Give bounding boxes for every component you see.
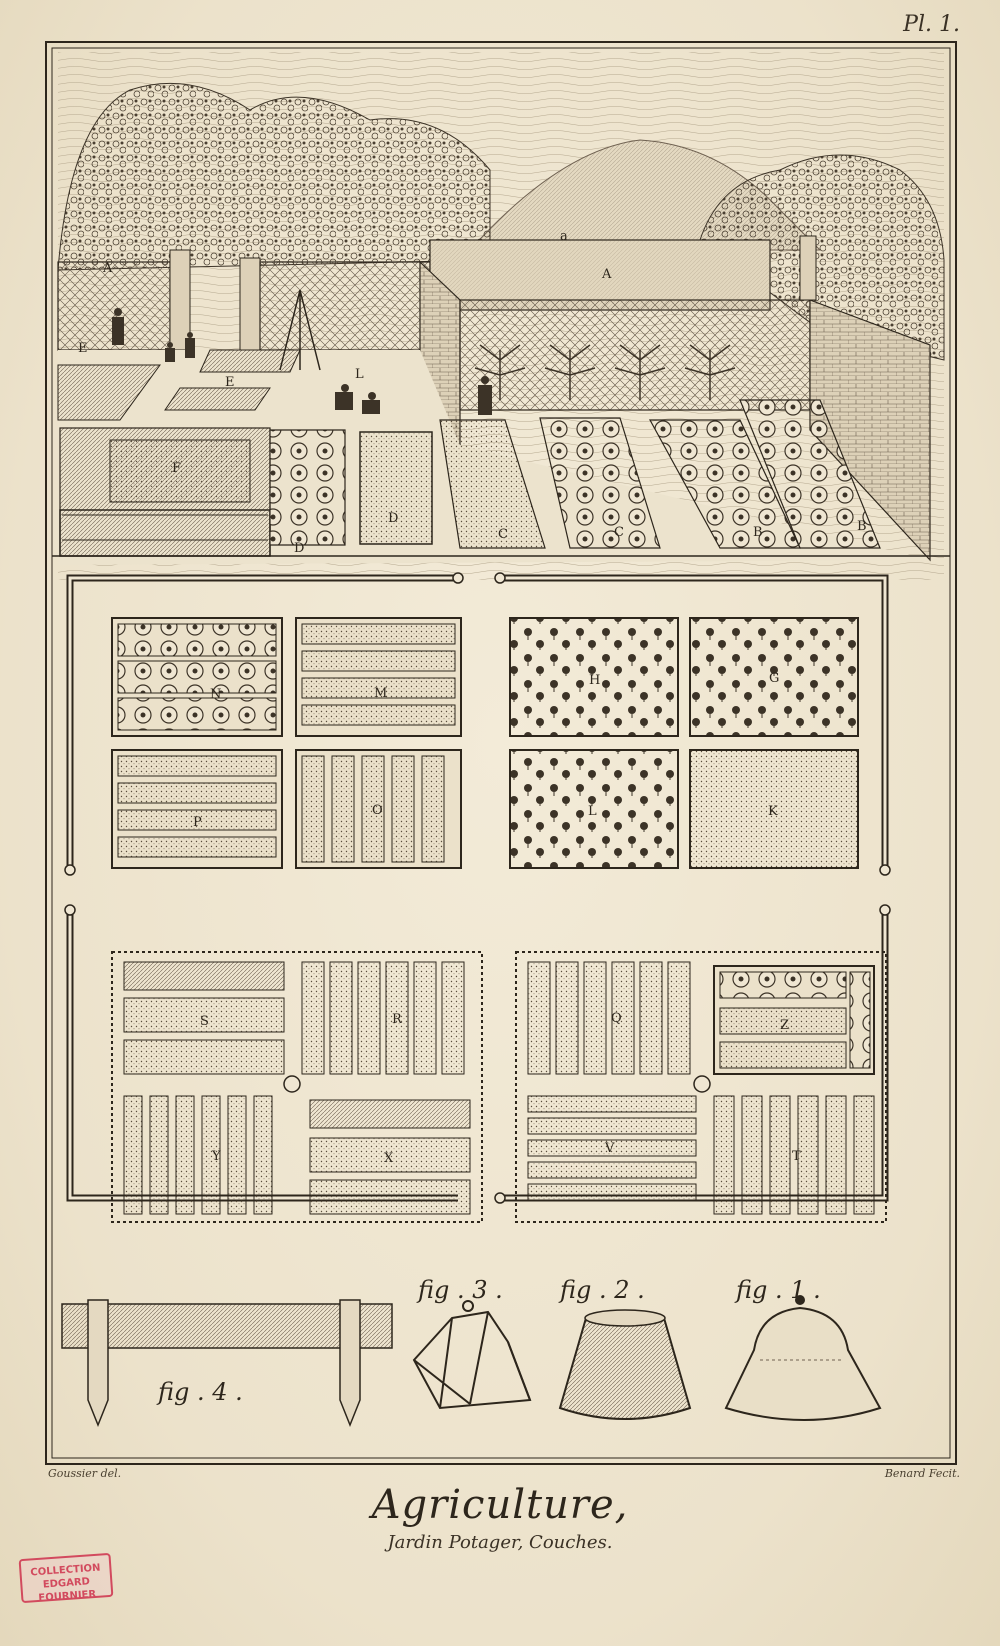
garden-scene: [58, 52, 944, 580]
label-C-right: C: [614, 525, 624, 540]
plate-subtitle: Jardin Potager, Couches.: [387, 1532, 613, 1553]
bed-letter-T: T: [792, 1149, 801, 1164]
label-B-right: B: [857, 519, 867, 534]
label-E-mid: E: [225, 375, 235, 390]
label-E-left: E: [78, 341, 88, 356]
draughtsman-credit: Goussier del.: [48, 1467, 122, 1480]
label-C-left: C: [498, 527, 508, 542]
label-B-left: B: [753, 525, 763, 540]
engraver-credit: Benard Fecit.: [884, 1467, 960, 1480]
plate-title: Agriculture,: [371, 1482, 629, 1528]
bed-letter-H: H: [589, 673, 601, 688]
stamp-line-2: EDGARD FOURNIER: [38, 1576, 97, 1604]
label-F: F: [172, 461, 182, 476]
bed-letter-G: G: [769, 671, 780, 686]
figures-row: [62, 1276, 880, 1425]
fig-3-frame-drawing: [414, 1301, 530, 1408]
bed-letter-L: L: [588, 804, 597, 819]
label-A-right: A: [602, 267, 612, 282]
label-D-bottom: D: [294, 541, 305, 556]
fig-2-label: fig . 2 .: [560, 1276, 645, 1304]
label-L: L: [355, 367, 364, 382]
bed-letter-M: M: [374, 686, 388, 701]
bed-letter-V: V: [605, 1141, 615, 1156]
stamp-line-1: COLLECTION: [30, 1562, 101, 1579]
bed-letter-S: S: [200, 1014, 209, 1029]
bed-letter-N: N: [210, 687, 222, 702]
bed-letter-Y: Y: [212, 1149, 221, 1164]
fig-2-straw-bell-drawing: [560, 1310, 690, 1419]
fig-3-label: fig . 3 .: [418, 1276, 503, 1304]
fig-1-label: fig . 1 .: [736, 1276, 821, 1304]
label-a: a: [560, 229, 568, 244]
garden-plan: [65, 573, 890, 1222]
collection-stamp: [19, 1553, 114, 1603]
bed-letter-K: K: [768, 804, 778, 819]
fig-1-glass-bell-drawing: [726, 1295, 880, 1420]
bed-letter-X: X: [384, 1151, 394, 1166]
fig-4-plank-drawing: [62, 1300, 392, 1425]
bed-letter-O: O: [372, 803, 383, 818]
plate-number: Pl. 1.: [903, 12, 960, 37]
bed-letter-P: P: [193, 815, 202, 830]
bed-letter-R: R: [392, 1012, 402, 1027]
bed-letter-Z: Z: [780, 1018, 790, 1033]
label-D-frame: D: [388, 511, 399, 526]
label-A-left: A: [103, 261, 113, 276]
bed-letter-Q: Q: [611, 1011, 622, 1026]
fig-4-label: fig . 4 .: [158, 1378, 243, 1406]
